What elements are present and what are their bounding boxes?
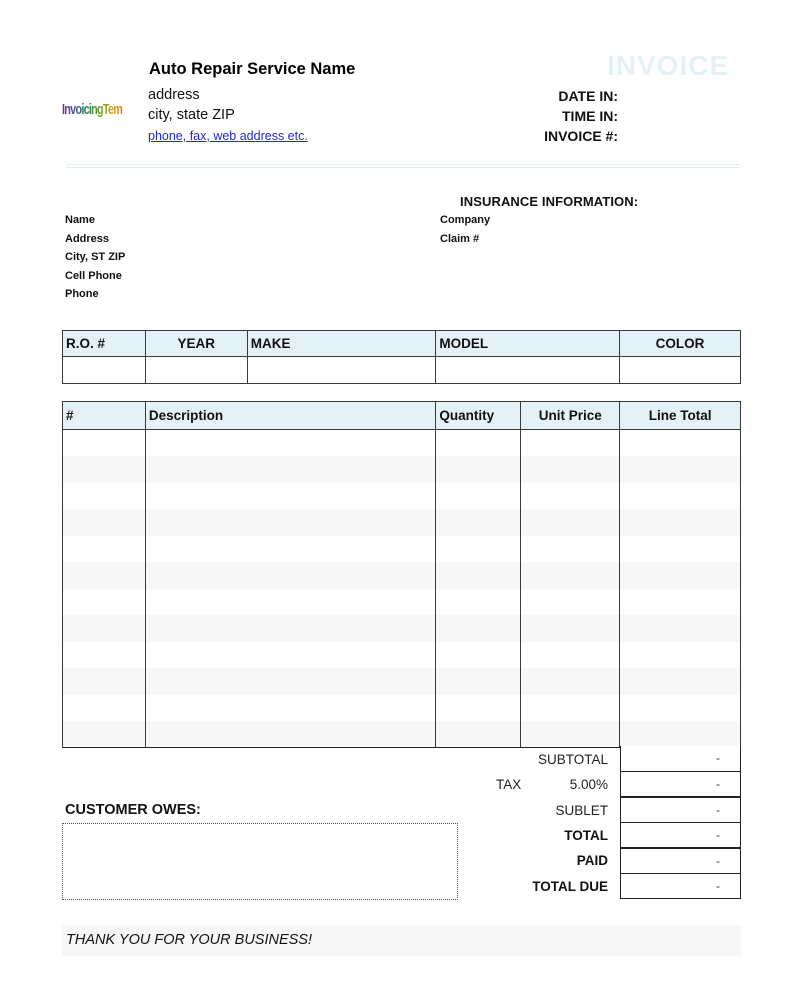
item-quantity-cell[interactable] [436,562,521,589]
item-quantity-cell[interactable] [436,430,521,457]
item-line-total-cell[interactable] [620,721,741,748]
sublet-value[interactable]: - [620,797,741,823]
time-in-label: TIME IN: [562,108,618,124]
item-line-total-cell[interactable] [620,430,741,457]
contact-link[interactable]: phone, fax, web address etc. [148,129,308,143]
item-description-cell[interactable] [145,589,436,616]
subtotal-label: SUBTOTAL [537,752,608,767]
item-line-total-cell[interactable] [620,509,741,536]
ro-number-cell[interactable] [63,357,146,384]
item-quantity-cell[interactable] [436,483,521,510]
total-due-value: - [620,873,741,899]
table-row [63,536,741,563]
table-row [63,589,741,616]
col-make: MAKE [247,331,436,357]
item-line-total-cell[interactable] [620,483,741,510]
item-description-cell[interactable] [145,721,436,748]
paid-value[interactable]: - [620,848,741,874]
item-quantity-cell[interactable] [436,695,521,722]
item-number-cell[interactable] [63,642,146,669]
paid-label: PAID [576,853,608,868]
invoice-number-label: INVOICE #: [544,128,618,144]
item-line-total-cell[interactable] [620,589,741,616]
make-cell[interactable] [247,357,436,384]
item-unit-price-cell[interactable] [521,456,620,483]
item-quantity-cell[interactable] [436,721,521,748]
line-items-table [62,401,741,748]
item-number-cell[interactable] [63,483,146,510]
col-color: COLOR [620,331,741,357]
item-unit-price-cell[interactable] [521,562,620,589]
item-description-cell[interactable] [145,695,436,722]
item-description-cell[interactable] [145,668,436,695]
document-title: INVOICE [607,50,730,81]
item-number-cell[interactable] [63,562,146,589]
col-model: MODEL [436,331,620,357]
item-unit-price-cell[interactable] [521,668,620,695]
year-cell[interactable] [145,357,247,384]
insurance-company-label: Company [440,214,491,226]
date-in-label: DATE IN: [558,88,618,104]
item-number-cell[interactable] [63,589,146,616]
item-line-total-cell[interactable] [620,536,741,563]
item-line-total-cell[interactable] [620,615,741,642]
vehicle-table-header [63,331,741,357]
item-number-cell[interactable] [63,721,146,748]
item-unit-price-cell[interactable] [521,430,620,457]
customer-city-label: City, ST ZIP [65,251,126,263]
vehicle-table [62,330,741,384]
color-cell[interactable] [620,357,741,384]
item-quantity-cell[interactable] [436,456,521,483]
customer-address-label: Address [65,233,110,245]
company-logo: InvoicingTemplates [62,92,122,128]
item-unit-price-cell[interactable] [521,642,620,669]
company-city-state-zip: city, state ZIP [148,107,235,123]
item-quantity-cell[interactable] [436,509,521,536]
item-unit-price-cell[interactable] [521,509,620,536]
item-number-cell[interactable] [63,456,146,483]
table-row [63,642,741,669]
item-quantity-cell[interactable] [436,536,521,563]
sublet-label: SUBLET [555,803,608,818]
col-year: YEAR [145,331,247,357]
total-due-label: TOTAL DUE [532,879,608,894]
item-quantity-cell[interactable] [436,589,521,616]
item-unit-price-cell[interactable] [521,589,620,616]
insurance-claim-label: Claim # [440,233,480,245]
item-line-total-cell[interactable] [620,562,741,589]
total-label: TOTAL [564,828,608,843]
table-row [63,562,741,589]
item-description-cell[interactable] [145,430,436,457]
col-line-total: Line Total [620,402,741,430]
item-description-cell[interactable] [145,642,436,669]
table-row [63,615,741,642]
table-row [63,456,741,483]
customer-phone-label: Phone [65,288,99,300]
thank-you-message: THANK YOU FOR YOUR BUSINESS! [66,932,313,948]
col-number: # [63,402,146,430]
customer-owes-title: CUSTOMER OWES: [65,802,201,818]
item-description-cell[interactable] [145,562,436,589]
customer-cell-phone-label: Cell Phone [65,270,122,282]
item-line-total-cell[interactable] [620,642,741,669]
col-description: Description [145,402,436,430]
items-table-header [63,402,741,430]
tax-value: - [620,771,741,797]
item-number-cell[interactable] [63,668,146,695]
item-line-total-cell[interactable] [620,695,741,722]
model-cell[interactable] [436,357,620,384]
item-line-total-cell[interactable] [620,668,741,695]
col-unit-price: Unit Price [521,402,620,430]
table-row [63,668,741,695]
item-description-cell[interactable] [145,615,436,642]
customer-name-label: Name [65,214,95,226]
table-row [63,695,741,722]
item-unit-price-cell[interactable] [521,615,620,642]
item-description-cell[interactable] [145,456,436,483]
item-line-total-cell[interactable] [620,456,741,483]
tax-rate[interactable]: 5.00% [569,777,608,792]
item-quantity-cell[interactable] [436,615,521,642]
item-number-cell[interactable] [63,536,146,563]
item-description-cell[interactable] [145,483,436,510]
company-name: Auto Repair Service Name [149,60,356,78]
item-description-cell[interactable] [145,509,436,536]
company-address: address [148,87,200,103]
item-number-cell[interactable] [63,509,146,536]
vehicle-row [63,357,741,384]
customer-owes-box[interactable] [62,823,458,900]
header-divider [66,164,740,165]
item-unit-price-cell[interactable] [521,721,620,748]
table-row [63,721,741,748]
item-unit-price-cell[interactable] [521,483,620,510]
item-number-cell[interactable] [63,615,146,642]
item-quantity-cell[interactable] [436,642,521,669]
tax-label: TAX [496,777,522,792]
insurance-title: INSURANCE INFORMATION: [460,194,639,209]
table-row [63,430,741,457]
total-value: - [620,822,741,848]
item-unit-price-cell[interactable] [521,536,620,563]
item-number-cell[interactable] [63,695,146,722]
item-unit-price-cell[interactable] [521,695,620,722]
item-quantity-cell[interactable] [436,668,521,695]
table-row [63,509,741,536]
table-row [63,483,741,510]
subtotal-value: - [620,746,741,772]
header-divider [66,167,740,168]
col-quantity: Quantity [436,402,521,430]
item-number-cell[interactable] [63,430,146,457]
item-description-cell[interactable] [145,536,436,563]
col-ro-number: R.O. # [63,331,146,357]
